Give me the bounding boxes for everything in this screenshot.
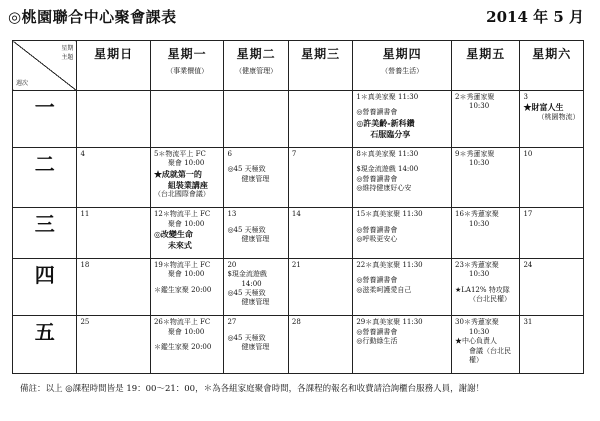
week-label: 二 xyxy=(13,147,77,208)
week-row xyxy=(13,91,584,148)
event-line: ◎許美齡-新科鑽 xyxy=(356,117,415,128)
day-cell-wed xyxy=(288,147,352,208)
event-line: $現金流遊戲 14:00 xyxy=(356,165,419,174)
day-cell-thu xyxy=(353,147,452,208)
day-cell-sun xyxy=(77,208,151,258)
footnote: 備註：以上 ◎課程時間皆是 19：00～21：00，＊為各組家庭聚會時間，各課程的報名和收費請洽詢櫃台服務人員，謝謝！ xyxy=(20,384,485,394)
day-cell-fri xyxy=(452,91,520,148)
day-cell-mon xyxy=(150,258,224,316)
day-cell-wed xyxy=(288,91,352,148)
event-line: 10:30 xyxy=(469,102,490,111)
event-line: （桃園物流） xyxy=(537,113,580,122)
day-cell-sat xyxy=(520,258,584,316)
week-label: 一 xyxy=(13,91,77,148)
date-number: 14 xyxy=(291,210,301,219)
event-line: （台北國際會議） xyxy=(153,190,210,199)
event-line: ＊鑑生家聚 20:00 xyxy=(153,285,212,294)
week-row xyxy=(13,147,584,208)
header-row xyxy=(13,41,584,91)
date-number: 7 xyxy=(291,149,297,158)
day-header-mon: 星期一 （事業價值） xyxy=(150,41,224,91)
event-line: ◎改變生命 xyxy=(153,229,193,240)
day-header-sat: 星期六 xyxy=(520,41,584,91)
date-number: 27 xyxy=(227,318,237,327)
event-line: ◎營養讀書會 xyxy=(356,327,398,336)
date-number: 21 xyxy=(291,260,301,269)
event-line: 15＊真美家聚 11:30 xyxy=(356,210,423,219)
day-cell-thu xyxy=(353,316,452,374)
day-cell-fri xyxy=(452,208,520,258)
event-line: 10:30 xyxy=(469,219,490,228)
event-line: ◎營養讀書會 xyxy=(356,108,398,117)
date-number: 25 xyxy=(80,318,90,327)
day-cell-sat xyxy=(520,91,584,148)
day-cell-sat xyxy=(520,316,584,374)
day-cell-wed xyxy=(288,208,352,258)
day-cell-mon xyxy=(150,91,224,148)
week-label: 四 xyxy=(13,258,77,316)
week-row xyxy=(13,208,584,258)
event-line: 未來式 xyxy=(167,240,192,251)
day-cell-fri xyxy=(452,147,520,208)
event-line: ◎營養讀書會 xyxy=(356,174,398,183)
day-cell-fri xyxy=(452,258,520,316)
event-line: 聚會 10:00 xyxy=(167,159,205,168)
event-line: 30＊秀蓮家聚 xyxy=(455,318,499,327)
event-line: 22＊真美家聚 11:30 xyxy=(356,260,423,269)
date-number: 6 xyxy=(227,149,232,158)
event-line: ★LA12% 特攻隊 xyxy=(455,285,510,294)
event-line: 16＊秀蓮家聚 xyxy=(455,210,499,219)
event-line: ◎行動綠生活 xyxy=(356,337,398,346)
day-cell-tue xyxy=(224,91,288,148)
day-cell-sun xyxy=(77,258,151,316)
day-cell-wed xyxy=(288,258,352,316)
event-line: 20 xyxy=(227,260,237,269)
day-cell-sun xyxy=(77,147,151,208)
day-cell-thu xyxy=(353,91,452,148)
event-line: ◎呼吸更安心 xyxy=(356,235,398,244)
date-number: 4 xyxy=(80,149,85,158)
event-line: ◎45 天極致 xyxy=(227,333,266,342)
schedule-table xyxy=(12,40,584,374)
day-cell-sun xyxy=(77,316,151,374)
event-line: 8＊真美家聚 11:30 xyxy=(356,149,419,158)
date-number: 18 xyxy=(80,260,90,269)
event-line: 健康管理 xyxy=(241,298,270,307)
date-number: 17 xyxy=(523,210,533,219)
month-label: 2014 年 5 月 xyxy=(486,8,584,26)
day-cell-tue xyxy=(224,258,288,316)
event-line: 26＊物流平上 FC xyxy=(153,318,211,327)
day-header-sun: 星期日 xyxy=(77,41,151,91)
event-line: $現金流遊戲 xyxy=(227,270,267,279)
event-line: 組裝業講座 xyxy=(167,179,208,190)
event-line: ◎營養讀書會 xyxy=(356,276,398,285)
event-line: 10:30 xyxy=(469,270,490,279)
day-header-wed: 星期三 xyxy=(288,41,352,91)
date-number: 24 xyxy=(523,260,533,269)
event-line: 1＊真美家聚 11:30 xyxy=(356,93,419,101)
event-line: 5＊物流平上 FC xyxy=(153,149,206,158)
event-line: ★中心負責人 xyxy=(455,337,497,346)
event-line: 12＊物流平上 FC xyxy=(153,210,211,219)
event-line: 聚會 10:00 xyxy=(167,327,205,336)
day-header-tue: 星期二 （健康管理） xyxy=(224,41,288,91)
date-number: 10 xyxy=(523,149,533,158)
event-line: ◎滋柔呵護愛自己 xyxy=(356,285,412,294)
corner-weekday-label: 星期 xyxy=(61,45,74,52)
event-line: 19＊物流平上 FC xyxy=(153,260,211,269)
week-label: 五 xyxy=(13,316,77,374)
corner-theme-label: 主題 xyxy=(61,54,74,61)
event-line: 聚會 10:00 xyxy=(167,219,205,228)
date-number: 13 xyxy=(227,210,237,219)
day-cell-mon xyxy=(150,316,224,374)
day-header-thu: 星期四 （營養生活） xyxy=(353,41,452,91)
event-line: 10:30 xyxy=(469,159,490,168)
event-line: 聚會 10:00 xyxy=(167,270,205,279)
event-line: ◎45 天極致 xyxy=(227,225,266,234)
event-line: ◎45 天極致 xyxy=(227,289,266,298)
day-cell-tue xyxy=(224,316,288,374)
event-line: 29＊真美家聚 11:30 xyxy=(356,318,423,327)
corner-week-label: 週次 xyxy=(16,80,29,87)
week-label: 三 xyxy=(13,208,77,258)
event-line: ★財富人生 xyxy=(523,102,564,113)
day-cell-sat xyxy=(520,147,584,208)
week-row xyxy=(13,316,584,374)
event-line: ★成就第一的 xyxy=(153,168,202,179)
event-line: 會議（台北民權） xyxy=(469,346,511,365)
event-line: ◎營養讀書會 xyxy=(356,225,398,234)
page-title: ◎桃園聯合中心聚會課表 xyxy=(8,8,177,26)
event-line: ◎45 天極致 xyxy=(227,165,266,174)
day-cell-thu xyxy=(353,258,452,316)
event-line: 2＊秀蓮家聚 xyxy=(455,93,495,101)
event-line: 10:30 xyxy=(469,327,490,336)
day-cell-mon xyxy=(150,208,224,258)
event-line: 石服臨分享 xyxy=(370,128,411,139)
event-line: （台北民權） xyxy=(469,295,511,304)
week-row xyxy=(13,258,584,316)
event-line: 14:00 xyxy=(241,279,262,288)
date-number: 11 xyxy=(80,210,90,219)
event-line: 健康管理 xyxy=(241,343,270,352)
event-line: 健康管理 xyxy=(241,174,270,183)
day-cell-sun xyxy=(77,91,151,148)
event-line: 3 xyxy=(523,93,528,101)
day-cell-tue xyxy=(224,208,288,258)
corner-header xyxy=(13,41,77,91)
day-cell-tue xyxy=(224,147,288,208)
day-cell-fri xyxy=(452,316,520,374)
event-line: ＊鑑生家聚 20:00 xyxy=(153,343,212,352)
event-line: 23＊秀蓮家聚 xyxy=(455,260,499,269)
day-cell-mon xyxy=(150,147,224,208)
day-cell-sat xyxy=(520,208,584,258)
day-cell-thu xyxy=(353,208,452,258)
event-line: 健康管理 xyxy=(241,235,270,244)
event-line: ◎維持健康好心安 xyxy=(356,184,412,193)
event-line: 9＊秀蓮家聚 xyxy=(455,149,495,158)
day-cell-wed xyxy=(288,316,352,374)
day-header-fri: 星期五 xyxy=(452,41,520,91)
date-number: 31 xyxy=(523,318,533,327)
date-number: 28 xyxy=(291,318,301,327)
